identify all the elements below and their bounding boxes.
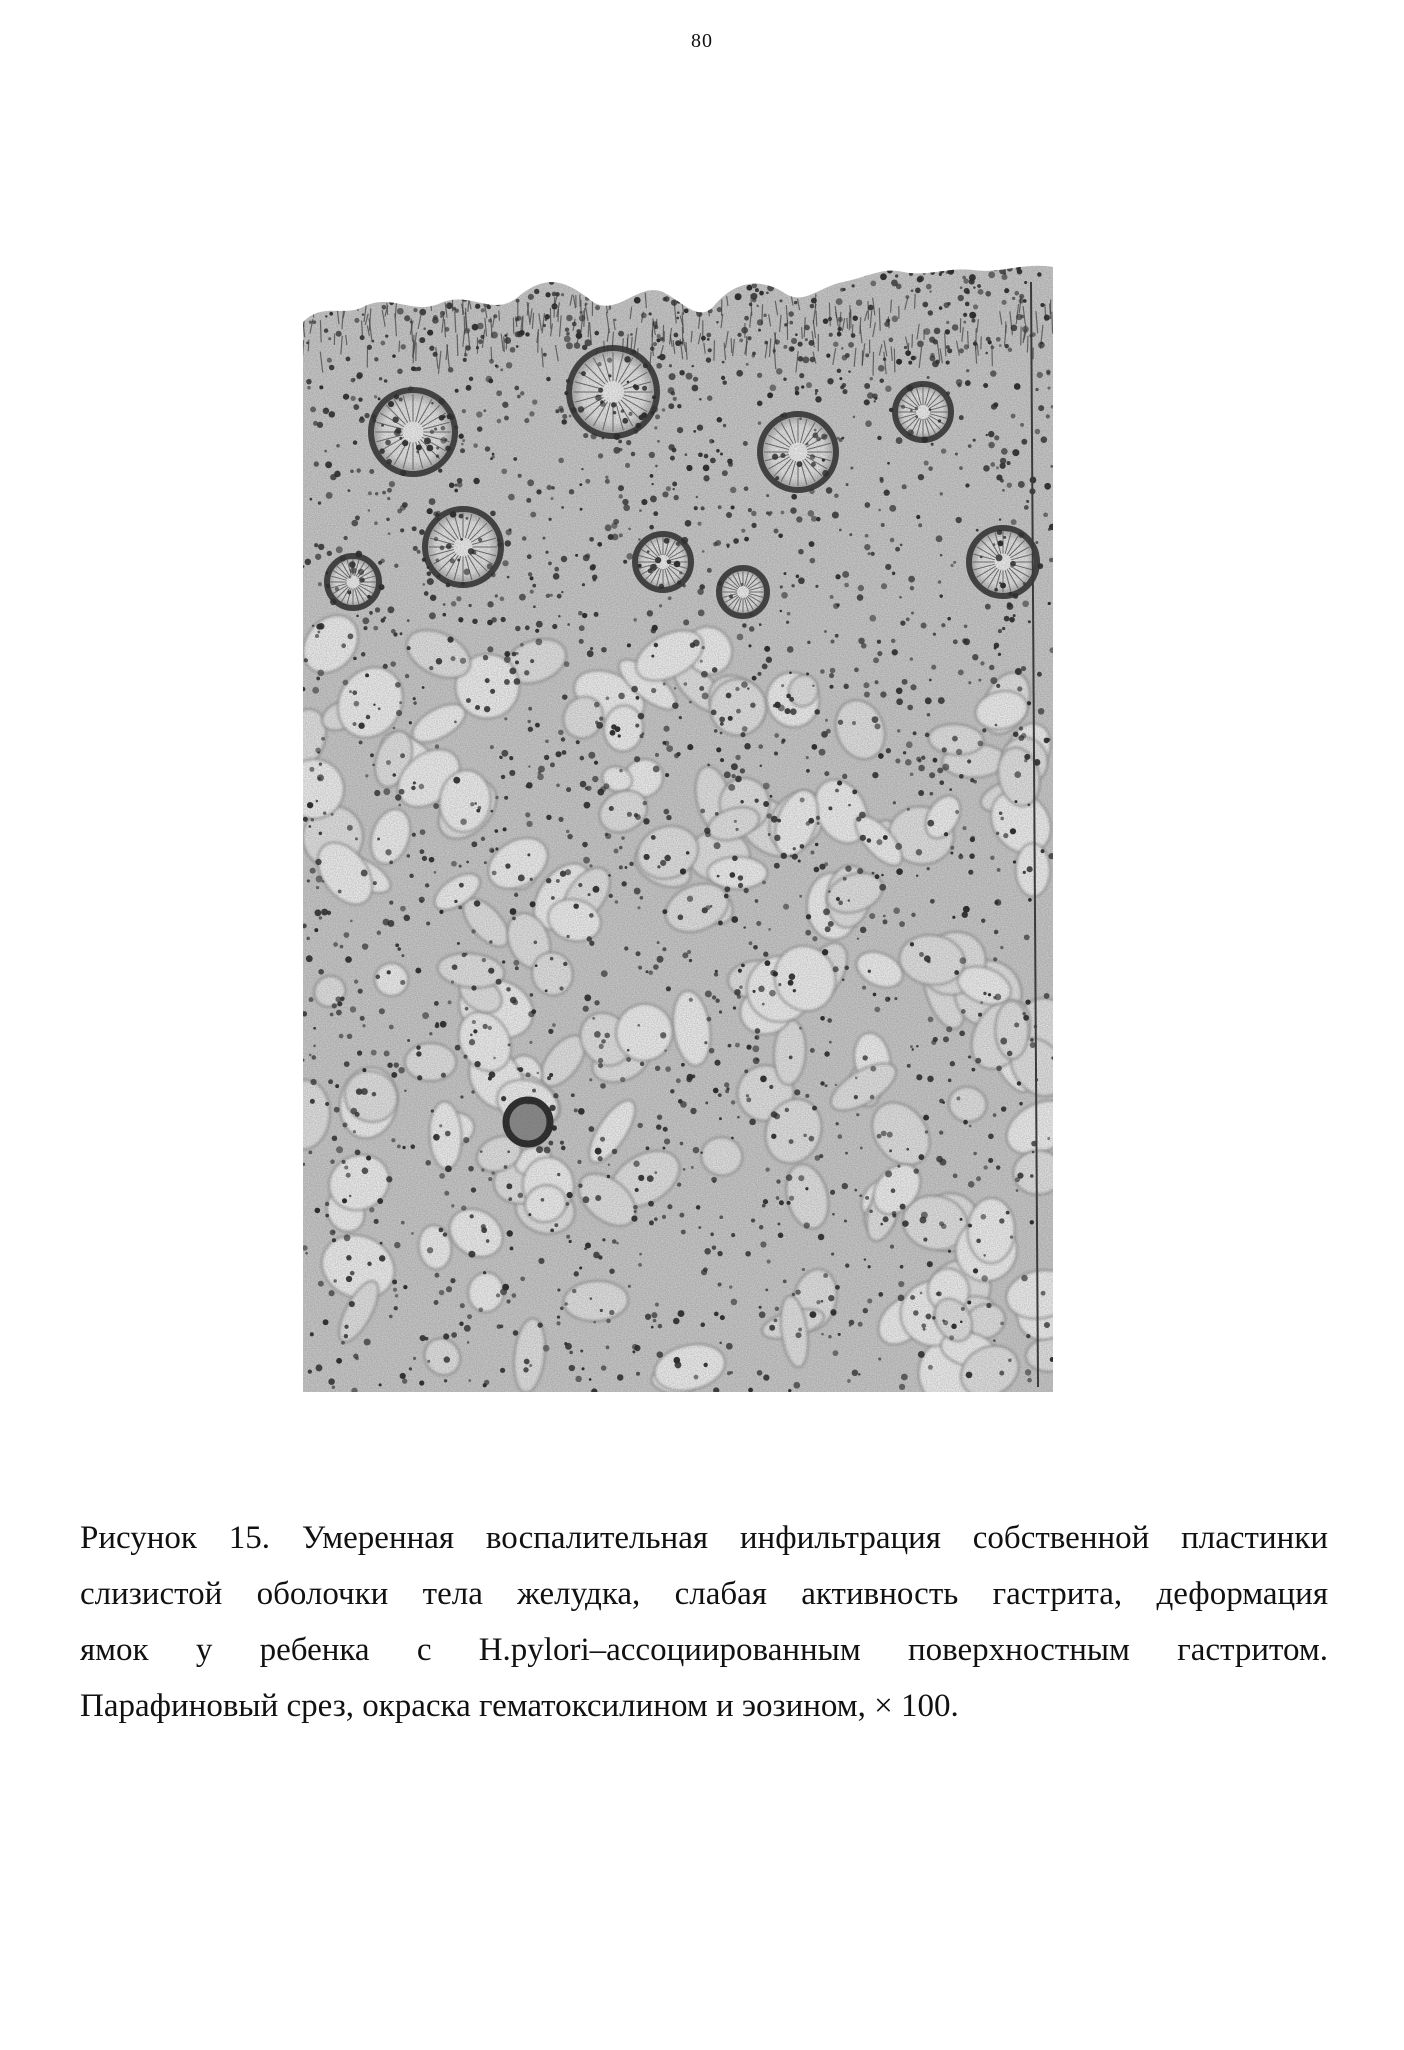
- caption-line: Рисунок 15. Умеренная воспалительная инфильтрация собственной пластинки: [80, 1520, 1328, 1556]
- caption-line: слизистой оболочки тела желудка, слабая активность гастрита, деформация: [80, 1576, 1328, 1612]
- caption-line: Парафиновый срез, окраска гематоксилином и эозином, × 100.: [80, 1688, 959, 1724]
- figure-caption: [80, 1510, 1328, 1734]
- micrograph-figure: [303, 262, 1053, 1392]
- page-number: 80: [691, 30, 713, 52]
- micrograph-image: [303, 262, 1053, 1392]
- caption-line: ямок у ребенка с H.pylori–ассоциированным поверхностным гастритом.: [80, 1632, 1328, 1668]
